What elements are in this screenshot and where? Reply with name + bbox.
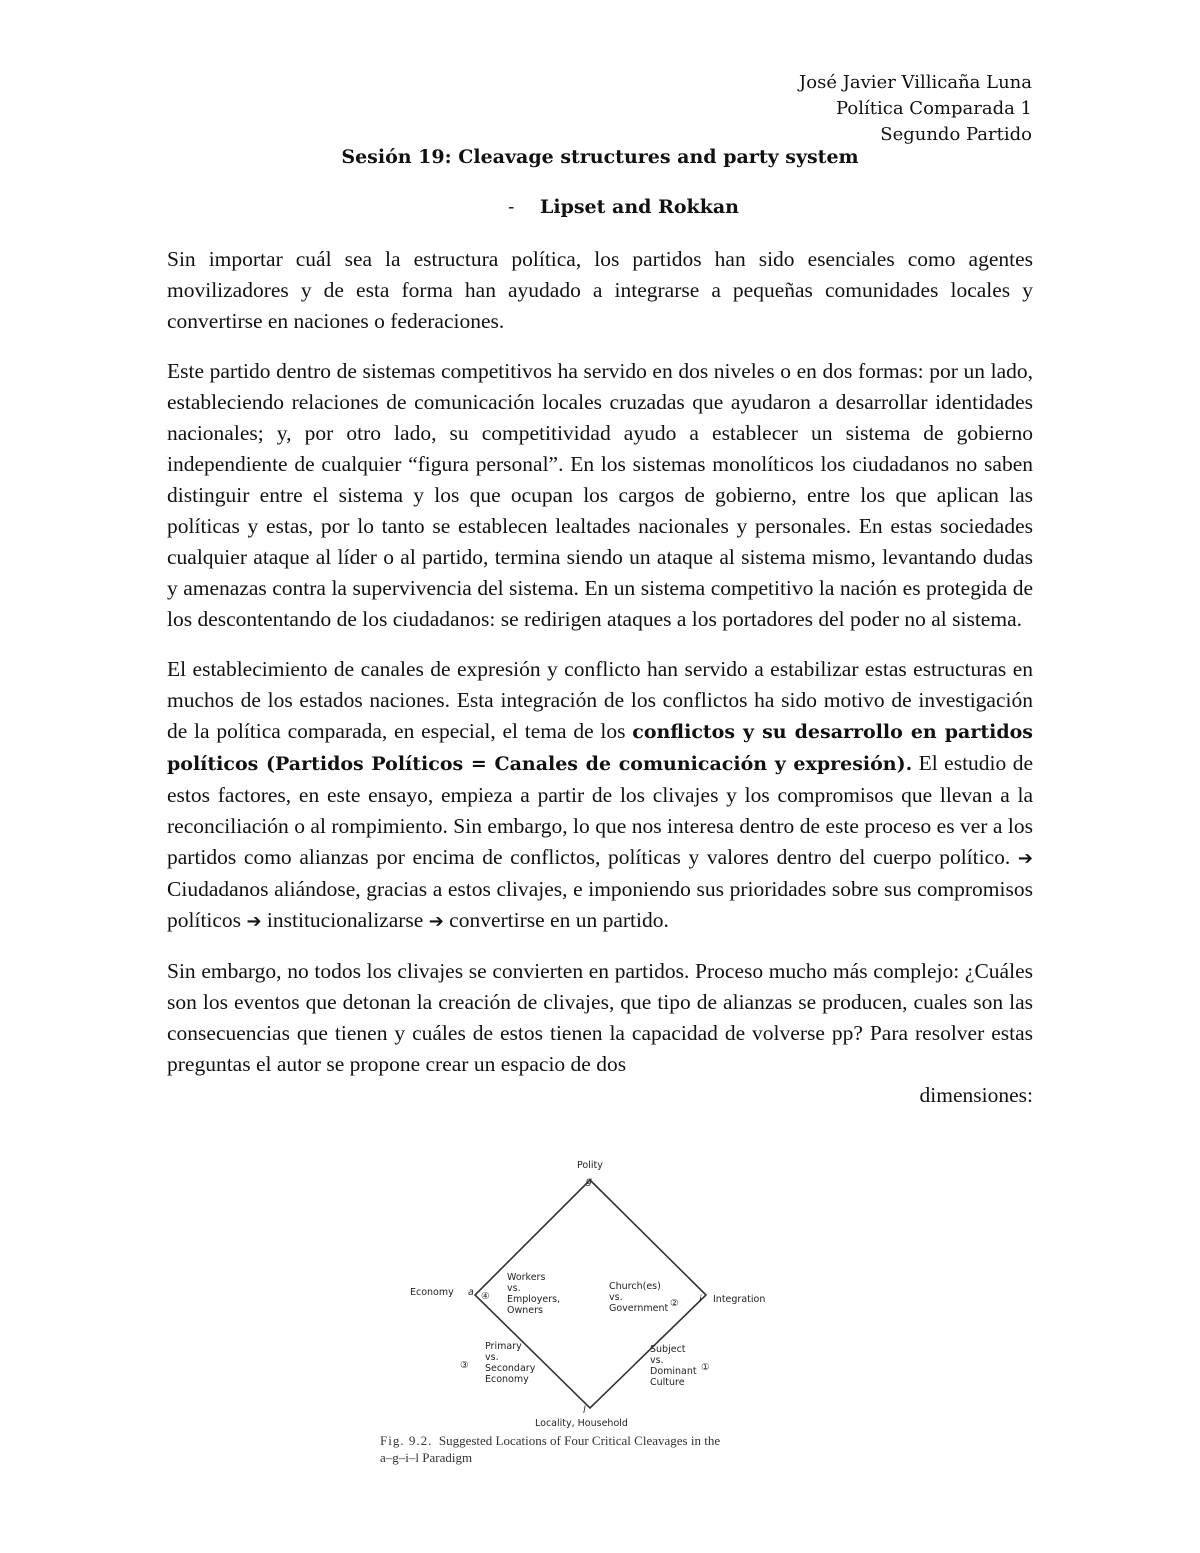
q4-line-1: Workers xyxy=(507,1272,546,1283)
polity-label: Polity xyxy=(577,1160,603,1171)
q3-line-3: Secondary xyxy=(485,1363,536,1374)
cleavage-3-number: ③ xyxy=(460,1360,469,1371)
paragraph-2: Este partido dentro de sistemas competitivos ha servido en dos niveles o en dos formas: por un lado, estableciendo relaciones de comunicación locales cruzadas que ayudaron a desarrollar identidades nacionales; y, por otro lado, su competitividad ayudo a establecer un sistema de gobierno independiente de cualquier “figura personal”. En los sistemas monolíticos los ciudadanos no saben distinguir entre el sistema y los que ocupan los cargos de gobierno, entre los que aplican las políticas y estas, por lo tanto se establecen lealtades nacionales y personales. En estas sociedades cualquier ataque al líder o al partido, termina siendo un ataque al sistema mismo, levantando dudas y amenazas contra la supervivencia del sistema. En un sistema competitivo la nación es protegida de los descontentando de los ciudadanos: se redirigen ataques a los portadores del poder no al sistema. xyxy=(167,359,1033,631)
economy-label: Economy xyxy=(410,1287,454,1298)
integration-label: Integration xyxy=(713,1294,766,1305)
q4-line-3: Employers, xyxy=(507,1294,561,1305)
q3-line-2: vs. xyxy=(485,1352,499,1363)
term-name: Segundo Partido xyxy=(880,124,1032,145)
agil-diagram xyxy=(370,1150,830,1440)
subtitle-dash: - xyxy=(508,196,515,218)
paragraph-3-text-b: El estudio de estos factores, en este ensayo, empieza a partir de los clivajes y los compromisos que llevan a la reconciliación o al rompimiento. Sin embargo, lo que nos interesa dentro de este proceso es ver a los partidos como alianzas por encima de conflictos, políticas y valores dentro del cuerpo político. xyxy=(167,751,1033,869)
arrow-icon: ➔ xyxy=(428,911,444,932)
author-name: José Javier Villicaña Luna xyxy=(799,72,1032,93)
cleavage-1-number: ① xyxy=(701,1362,710,1373)
q1-line-3: Dominant xyxy=(650,1366,697,1377)
paragraph-4-last: dimensiones: xyxy=(919,1083,1033,1107)
paragraph-3-text-e: convertirse en un partido. xyxy=(443,908,669,932)
q1-line-2: vs. xyxy=(650,1355,664,1366)
caption-line-2: a–g–i–l Paradigm xyxy=(380,1450,473,1465)
document-header xyxy=(799,70,1032,148)
paragraph-3-text-a: El establecimiento de canales de expresión y conflicto han servido a estabilizar estas estructuras en muchos de los estados naciones. Esta integración de los conflictos ha sido motivo de investigación de la política comparada, en especial, el tema de los xyxy=(167,657,1033,743)
paragraph-3-bold: conflictos y su desarrollo en partidos políticos (Partidos Políticos = Canales de comunicación y expresión). xyxy=(167,721,1033,775)
polity-letter: g xyxy=(586,1176,593,1187)
locality-label: Locality, Household xyxy=(535,1418,628,1429)
document-body xyxy=(167,244,1033,1130)
figure-caption xyxy=(380,1432,820,1466)
caption-figure-number: Fig. 9.2. xyxy=(380,1433,433,1448)
paragraph-3-text-c: Ciudadanos aliándose, gracias a estos clivajes, e imponiendo sus prioridades sobre sus compromisos políticos xyxy=(167,877,1033,932)
arrow-icon: ➔ xyxy=(246,911,262,932)
paragraph-3 xyxy=(167,654,1033,937)
agil-diagram-figure xyxy=(370,1150,830,1480)
caption-line-1: Suggested Locations of Four Critical Cleavages in the xyxy=(438,1433,721,1448)
economy-letter: a xyxy=(468,1287,474,1298)
integration-letter: i xyxy=(699,1294,702,1305)
q4-line-4: Owners xyxy=(507,1305,543,1316)
q2-line-3: Government xyxy=(609,1303,669,1314)
paragraph-3-text-d: institucionalizarse xyxy=(261,908,429,932)
q2-line-2: vs. xyxy=(609,1292,623,1303)
paragraph-4 xyxy=(167,956,1033,1111)
q3-line-4: Economy xyxy=(485,1374,529,1385)
q1-line-1: Subject xyxy=(650,1344,686,1355)
paragraph-4-text: Sin embargo, no todos los clivajes se convierten en partidos. Proceso mucho más complejo: ¿Cuáles son los eventos que detonan la creación de clivajes, que tipo de alianzas se producen, cuales son las consecuencias que tienen y cuáles de estos tienen la capacidad de volverse pp? Para resolver estas preguntas el autor se propone crear un espacio de dos xyxy=(167,959,1033,1076)
cleavage-2-number: ② xyxy=(670,1298,679,1309)
arrow-icon: ➔ xyxy=(1017,848,1033,869)
cleavage-4-number: ④ xyxy=(481,1291,490,1302)
section-subtitle xyxy=(508,196,739,218)
paragraph-1: Sin importar cuál sea la estructura política, los partidos han sido esenciales como agentes movilizadores y de esta forma han ayudado a integrarse a pequeñas comunidades locales y convertirse en naciones o federaciones. xyxy=(167,247,1033,333)
session-title: Sesión 19: Cleavage structures and party system xyxy=(341,146,859,168)
subtitle-text: Lipset and Rokkan xyxy=(540,196,739,218)
locality-letter: l xyxy=(583,1405,586,1416)
q4-line-2: vs. xyxy=(507,1283,521,1294)
course-name: Política Comparada 1 xyxy=(836,98,1032,119)
q1-line-4: Culture xyxy=(650,1377,685,1388)
q2-line-1: Church(es) xyxy=(609,1281,661,1292)
q3-line-1: Primary xyxy=(485,1341,522,1352)
